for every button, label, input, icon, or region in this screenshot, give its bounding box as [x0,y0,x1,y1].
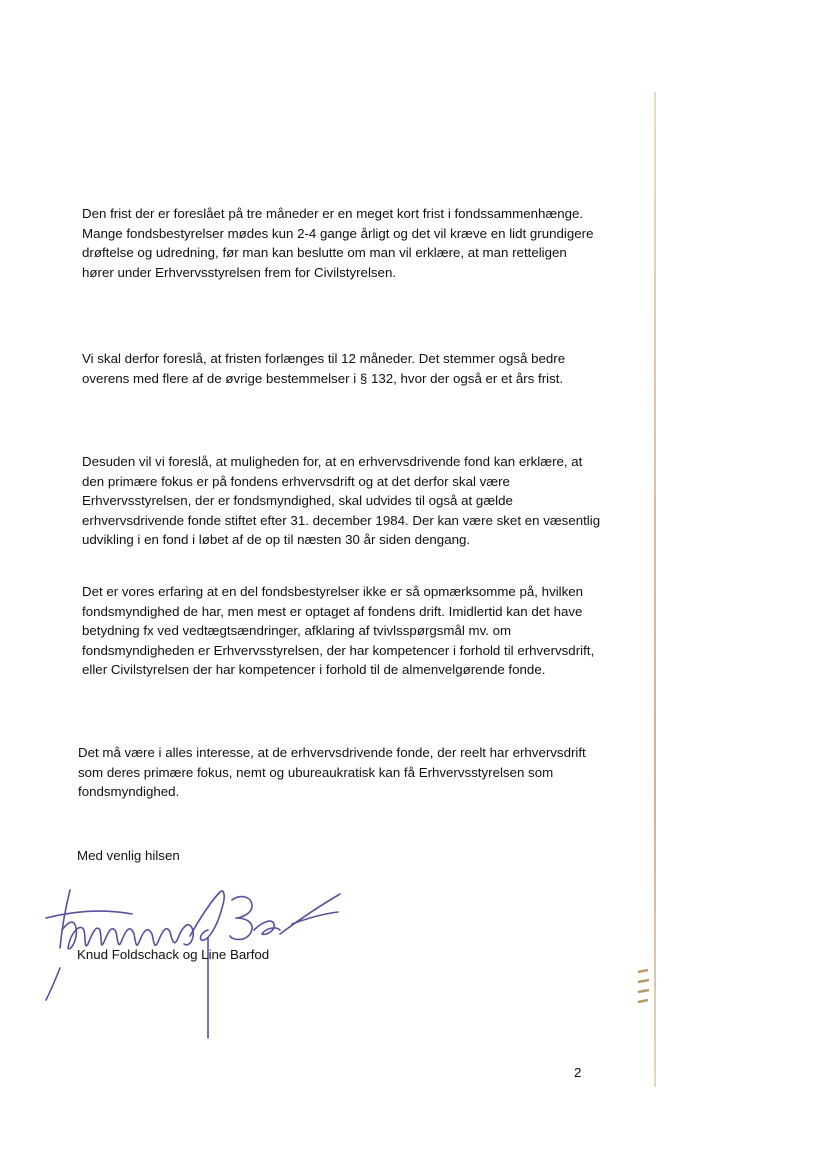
closing-greeting: Med venlig hilsen [77,848,180,863]
page-edge-line [654,92,656,1087]
paragraph-udvidelse: Desuden vil vi foreslå, at muligheden for, at en erhvervsdrivende fond kan erklære, at den primære fokus er på fondens erhvervsdrift og at det derfor skal være Erhvervsstyrelsen, der er fondsmyndighed, skal udvides til også at gælde erhvervsdrivende fonde stiftet efter 31. december 1984. Der kan være sket en væsentlig udvikling i en fond i løbet af de op til næsten 30 år siden dengang. [82,454,601,548]
paragraph-frist: Den frist der er foreslået på tre måneder er en meget kort frist i fondssammenhænge. Mange fondsbestyrelser mødes kun 2-4 gange årligt og det vil kræve en lidt grundigere drøftelse og udredning, før man kan beslutte om man vil erklære, at man retteligen hører under Erhvervsstyrelsen frem for Civilstyrelsen. [82,206,594,280]
binding-marks-icon [636,968,652,1012]
page-number: 2 [574,1065,582,1080]
paragraph-erfaring: Det er vores erfaring at en del fondsbestyrelser ikke er så opmærksomme på, hvilken fondsmyndighed de har, men mest er optaget af fondens drift. Imidlertid kan det have betydning fx ved vedtægtsændringer, afklaring af tvivlsspørgsmål mv. om fondsmyndigheden er Erhvervsstyrelsen, der har kompetencer i forhold til erhvervsdrift, eller Civilstyrelsen der har kompetencer i forhold til de almenvelgørende fonde. [82,584,595,678]
signatories: Knud Foldschack og Line Barfod [77,947,270,962]
paragraph-forlaengelse: Vi skal derfor foreslå, at fristen forlænges til 12 måneder. Det stemmer også bedre overens med flere af de øvrige bestemmelser i § 132, hvor der også er et års frist. [82,351,566,386]
paragraph-interesse: Det må være i alles interesse, at de erhvervsdrivende fonde, der reelt har erhvervsdrift som deres primære fokus, nemt og ubureaukratisk kan få Erhvervsstyrelsen som fondsmyndighed. [78,745,586,800]
